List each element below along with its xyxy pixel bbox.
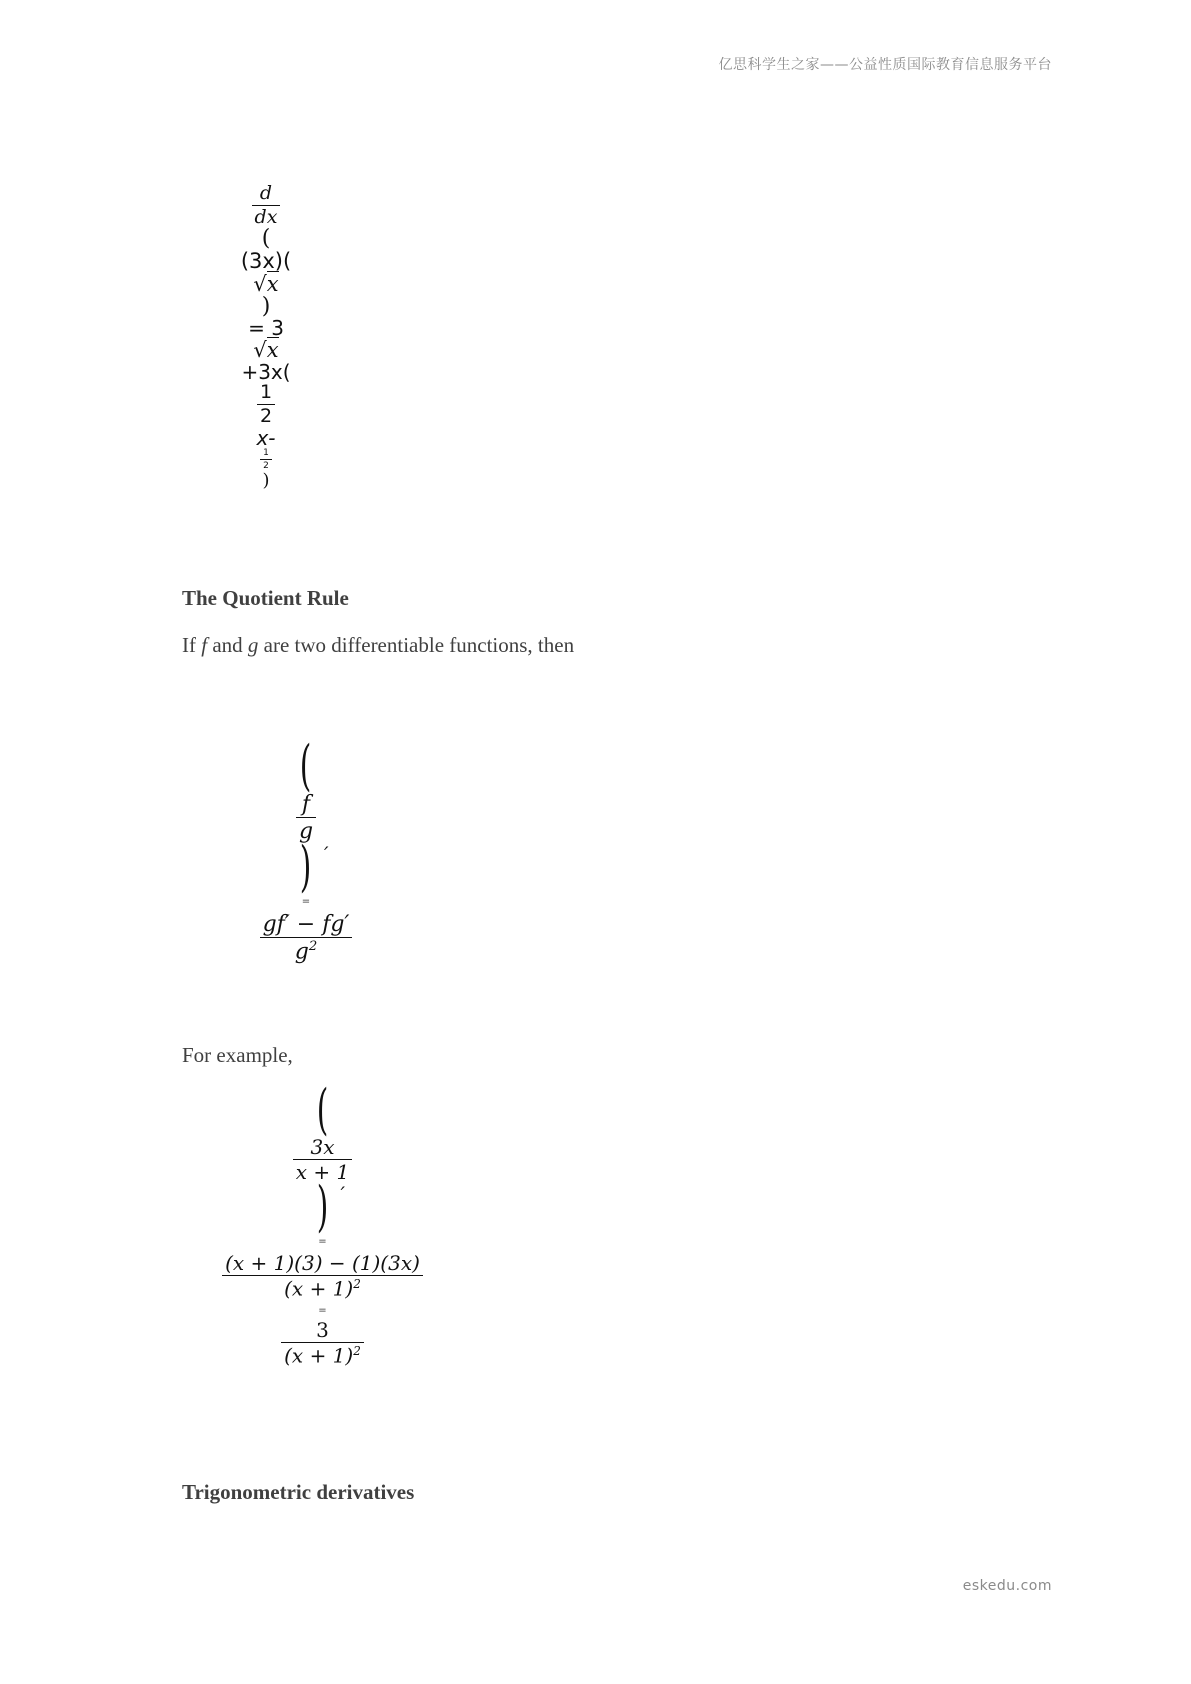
step-denominator-exponent: 2 — [353, 1277, 361, 1292]
denominator-exponent: 2 — [308, 939, 318, 955]
derivative-operator — [252, 184, 281, 228]
three-x-term: (3x)( — [240, 248, 292, 273]
intro-text: are two differentiable functions, then — [258, 633, 575, 657]
equals-sign: = — [318, 1304, 327, 1316]
close-paren: ) — [300, 834, 312, 898]
half-numerator: 1 — [259, 381, 273, 404]
sqrt-symbol: √ — [253, 271, 267, 296]
trigonometric-derivatives-heading: Trigonometric derivatives — [182, 1480, 415, 1504]
intro-g: g — [247, 633, 259, 657]
result-denominator-base: (x + 1) — [284, 1343, 354, 1368]
dx-denominator: dx — [254, 205, 278, 228]
step-denominator-base: (x + 1) — [284, 1276, 354, 1301]
open-paren: ( — [300, 734, 312, 797]
product-rule-example — [240, 184, 292, 490]
quotient-fraction — [260, 913, 353, 964]
rule-numerator: gf′ − fg′ — [262, 912, 350, 938]
f-numerator: f — [301, 791, 311, 817]
sqrt-symbol: √ — [253, 338, 267, 363]
example-numerator: 3x — [310, 1134, 335, 1159]
intro-f: f — [201, 633, 208, 657]
quotient-rule-example — [210, 1078, 435, 1368]
result-fraction — [281, 1317, 364, 1368]
sqrt-x — [253, 273, 278, 296]
equals-sign: = — [301, 896, 311, 908]
quotient-rule-formula — [250, 734, 362, 965]
close-paren: ) — [316, 1174, 329, 1238]
d-numerator: d — [259, 182, 273, 204]
prime-mark: ′ — [323, 841, 329, 866]
page-header: 亿思科学生之家——公益性质国际教育信息服务平台 — [718, 57, 1052, 73]
sqrt-x-second — [253, 339, 278, 362]
exp-denominator: 2 — [263, 461, 269, 472]
intro-text: and — [207, 633, 248, 657]
quotient-rule-intro — [182, 633, 574, 658]
step-numerator: (x + 1)(3) − (1)(3x) — [225, 1251, 420, 1276]
prime-mark: ′ — [340, 1181, 346, 1206]
half-denominator: 2 — [259, 405, 273, 428]
quotient-rule-heading: The Quotient Rule — [182, 586, 349, 610]
example-denominator: x + 1 — [295, 1159, 350, 1184]
denominator-base: g — [294, 939, 309, 965]
exp-numerator: 1 — [263, 448, 269, 459]
step-denominator — [281, 1276, 364, 1300]
page-footer: eskedu.com — [962, 1578, 1052, 1594]
exponent-fraction — [260, 449, 272, 472]
step-fraction — [222, 1253, 423, 1300]
g-denominator: g — [298, 818, 314, 844]
one-half — [257, 383, 275, 427]
result-numerator: 3 — [316, 1317, 329, 1342]
open-paren: ( — [261, 225, 271, 251]
close-paren: ) — [261, 294, 271, 320]
close-paren-with-prime — [312, 1174, 346, 1238]
example-label: For example, — [182, 1043, 293, 1067]
final-paren: ) — [262, 469, 270, 491]
x-minus: x- — [256, 426, 276, 451]
open-paren: ( — [316, 1078, 329, 1141]
plus-three-x: +3x( — [241, 360, 291, 385]
result-denominator — [281, 1343, 364, 1367]
equals-sign: = — [318, 1236, 327, 1248]
sqrt-radicand: x — [266, 338, 279, 363]
close-paren-with-prime — [295, 834, 329, 898]
sqrt-radicand: x — [266, 271, 279, 296]
result-denominator-exponent: 2 — [353, 1343, 361, 1358]
rule-denominator — [292, 938, 320, 963]
intro-text: If — [182, 633, 202, 657]
equals-three: = 3 — [248, 316, 284, 341]
